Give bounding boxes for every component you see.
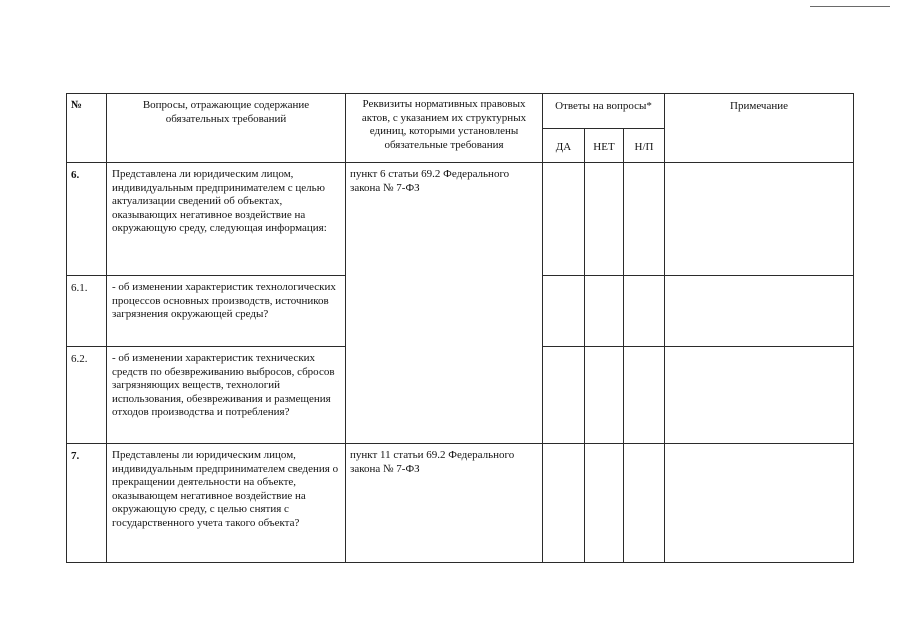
header-na: Н/П [624, 129, 665, 163]
row-number: 6. [67, 163, 107, 276]
row-requisites: пункт 6 статьи 69.2 Федерального закона № 7-ФЗ [346, 163, 543, 444]
top-right-rule [810, 6, 890, 7]
checklist-table [66, 93, 854, 563]
header-note: Примечание [665, 94, 854, 163]
answer-na-cell[interactable] [624, 347, 665, 444]
row-question: Представлены ли юридическим лицом, индивидуальным предпринимателем сведения о прекращении деятельности на объекте, оказывающем негативное воздействие на окружающую среду, с целью снятия с государственного учета такого объекта? [107, 444, 346, 563]
header-no: НЕТ [585, 129, 624, 163]
answer-no-cell[interactable] [585, 276, 624, 347]
table-row [67, 163, 854, 276]
row-number: 6.1. [67, 276, 107, 347]
row-number: 6.2. [67, 347, 107, 444]
row-question: Представлена ли юридическим лицом, индивидуальным предпринимателем с целью актуализации сведений об объектах, оказывающих негативное воздействие на окружающую среду, следующая информация: [107, 163, 346, 276]
row-requisites: пункт 11 статьи 69.2 Федерального закона № 7-ФЗ [346, 444, 543, 563]
header-row [67, 94, 854, 129]
header-questions: Вопросы, отражающие содержание обязательных требований [107, 94, 346, 163]
row-question: - об изменении характеристик технологических процессов основных производств, источников загрязнения окружающей среды? [107, 276, 346, 347]
answer-yes-cell[interactable] [543, 444, 585, 563]
answer-yes-cell[interactable] [543, 163, 585, 276]
header-requisites: Реквизиты нормативных правовых актов, с указанием их структурных единиц, которыми установлены обязательные требования [346, 94, 543, 163]
table-row [67, 444, 854, 563]
note-cell[interactable] [665, 276, 854, 347]
header-answers: Ответы на вопросы* [543, 94, 665, 129]
answer-yes-cell[interactable] [543, 276, 585, 347]
answer-no-cell[interactable] [585, 444, 624, 563]
answer-na-cell[interactable] [624, 276, 665, 347]
row-question: - об изменении характеристик технических средств по обезвреживанию выбросов, сбросов загрязняющих веществ, технологий использования, обезвреживания и размещения отходов производства и потребления? [107, 347, 346, 444]
answer-na-cell[interactable] [624, 163, 665, 276]
header-yes: ДА [543, 129, 585, 163]
header-number: № [67, 94, 107, 163]
answer-na-cell[interactable] [624, 444, 665, 563]
answer-no-cell[interactable] [585, 347, 624, 444]
answer-yes-cell[interactable] [543, 347, 585, 444]
note-cell[interactable] [665, 347, 854, 444]
row-number: 7. [67, 444, 107, 563]
note-cell[interactable] [665, 163, 854, 276]
note-cell[interactable] [665, 444, 854, 563]
answer-no-cell[interactable] [585, 163, 624, 276]
